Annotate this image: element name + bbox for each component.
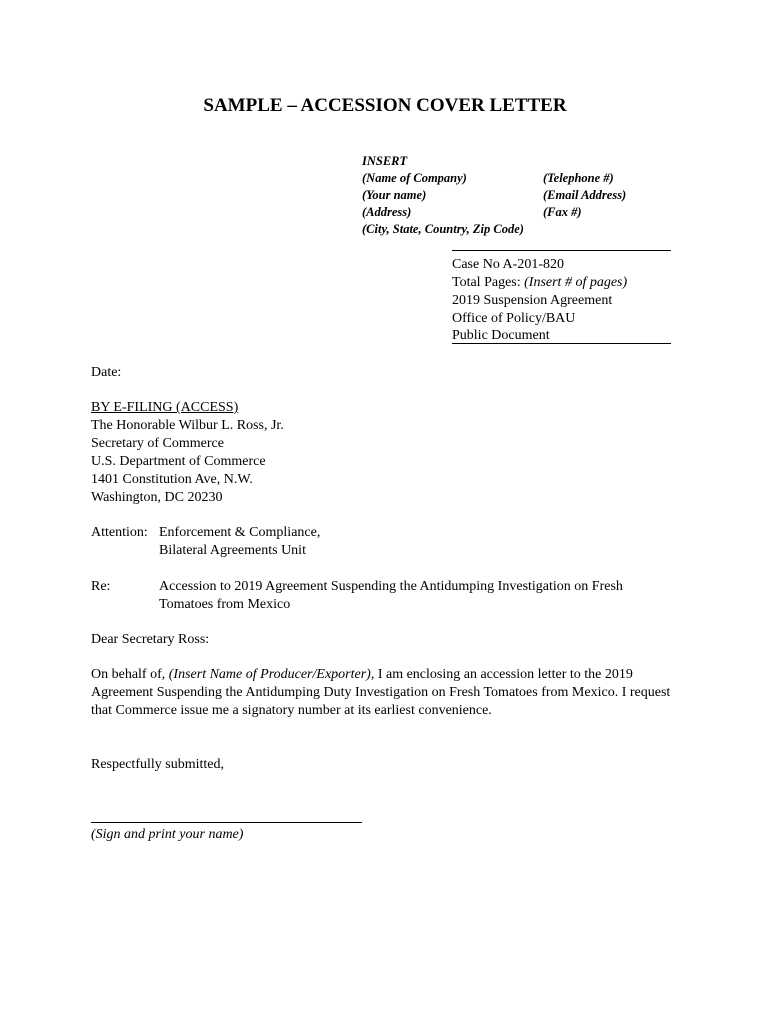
producer-placeholder: (Insert Name of Producer/Exporter): [168, 667, 371, 682]
re-line2: Tomatoes from Mexico: [159, 597, 291, 612]
date-label: Date:: [91, 365, 122, 380]
recipient-title: Secretary of Commerce: [91, 436, 224, 451]
case-number: Case No A-201-820: [452, 257, 564, 272]
address-placeholder: (Address): [362, 205, 412, 219]
salutation: Dear Secretary Ross:: [91, 632, 210, 647]
insert-heading: INSERT: [362, 154, 408, 168]
recipient-department: U.S. Department of Commerce: [91, 454, 266, 469]
body-prefix: On behalf of,: [91, 667, 169, 682]
company-name-placeholder: (Name of Company): [362, 171, 467, 185]
header-divider: [452, 250, 671, 251]
signature-hint: (Sign and print your name): [91, 827, 244, 842]
page-title: SAMPLE – ACCESSION COVER LETTER: [203, 95, 567, 116]
fax-placeholder: (Fax #): [543, 205, 582, 219]
attention-line2: Bilateral Agreements Unit: [159, 543, 306, 558]
filing-method: BY E-FILING (ACCESS): [91, 400, 239, 415]
re-line1: Accession to 2019 Agreement Suspending the Antidumping Investigation on Fresh: [159, 579, 623, 594]
total-pages: [452, 274, 627, 292]
email-placeholder: (Email Address): [543, 188, 627, 202]
body-text: , I am enclosing an accession letter to the 2019 Agreement Suspending the Antidumping Duty Investigation on Fresh Tomatoes from Mexico. I request that Commerce issue me a signatory number at its earliest convenience.: [91, 667, 671, 718]
public-document: [452, 328, 671, 344]
attention-label: Attention:: [91, 525, 148, 540]
signature-line: [91, 822, 362, 823]
recipient-street: 1401 Constitution Ave, N.W.: [91, 472, 253, 487]
office-name: Office of Policy/BAU: [452, 311, 576, 326]
agreement-name: 2019 Suspension Agreement: [452, 293, 613, 308]
body-paragraph: [91, 666, 671, 720]
re-label: Re:: [91, 579, 111, 594]
public-document-label: Public Document: [452, 328, 550, 343]
recipient-city: Washington, DC 20230: [91, 490, 223, 505]
closing: Respectfully submitted,: [91, 757, 224, 772]
your-name-placeholder: (Your name): [362, 188, 427, 202]
total-pages-value: (Insert # of pages): [524, 275, 628, 290]
attention-line1: Enforcement & Compliance,: [159, 525, 321, 540]
telephone-placeholder: (Telephone #): [543, 171, 614, 185]
city-state-placeholder: (City, State, Country, Zip Code): [362, 222, 524, 236]
total-pages-label: Total Pages:: [452, 275, 525, 290]
recipient-name: The Honorable Wilbur L. Ross, Jr.: [91, 418, 284, 433]
